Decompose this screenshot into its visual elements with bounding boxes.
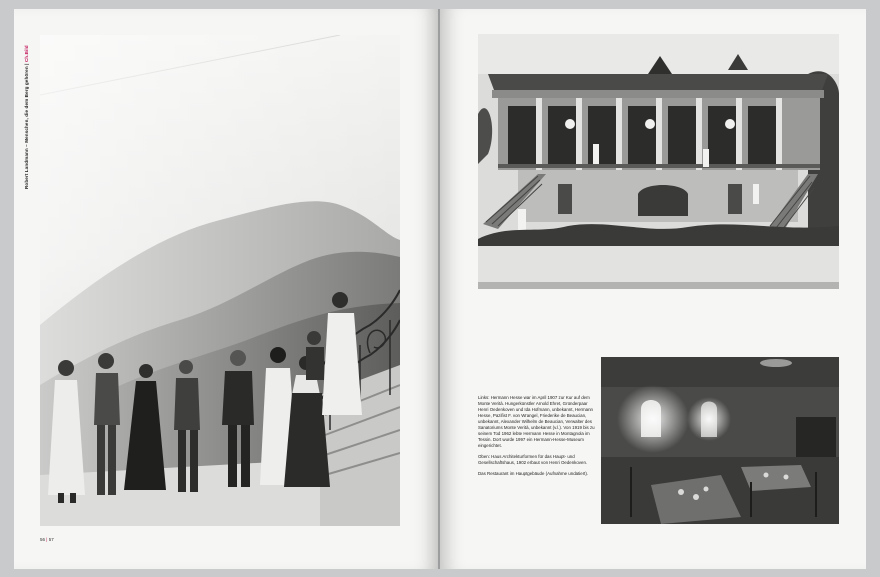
group-photo-image (40, 35, 400, 526)
restaurant-photo-image (601, 357, 839, 524)
book-gutter (438, 9, 440, 569)
villa-photo-image (478, 34, 839, 289)
running-head: Robert Landmann – Menschen, die dem Berg gehören | Ch.Bild (24, 45, 29, 189)
page-numbers (40, 537, 54, 542)
restaurant-photo (601, 357, 839, 524)
magazine-spread (14, 9, 866, 569)
running-head-text: Robert Landmann – Menschen, die dem Berg gehören (24, 66, 29, 189)
caption-bottom-photo: Das Restaurant im Hauptgebäude (Aufnahme undatiert). (478, 471, 589, 476)
caption-top-photo: Oben: Haus Architekturformen für das Haupt- und Gesellschaftshaus, 1902 erbaut von Henri Oedenkoven. (478, 454, 588, 465)
group-photo (40, 35, 400, 526)
running-head-accent: Ch.Bild (24, 45, 29, 63)
villa-photo (478, 34, 839, 289)
folio-right: 57 (48, 537, 54, 542)
caption-left-photo: Links: Hermann Hesse war im April 1907 zur Kur auf dem Monte Verità. Hungerkünstler Arnold Ehret, Gründerpaar Henri Oedenkoven und Ida Hofmann, unbekannt, Hermann Hesse, Pazifist F. von Wrangel, Friederike de Beaucian, unbekannt, Alexander Wilhelm de Beaucian, Verwalter des Sanatoriums Monte Verità, unbekannt (v.l.). Von 1919 bis zu seinem Tod 1962 lebte Hermann Hesse in Montagnola im Tessin. Dort wurde 1997 ein Hermann-Hesse-Museum eingerichtet. (478, 395, 595, 448)
folio-separator: | (46, 537, 48, 542)
photo-caption (478, 395, 598, 482)
folio-left: 56 (40, 537, 46, 542)
